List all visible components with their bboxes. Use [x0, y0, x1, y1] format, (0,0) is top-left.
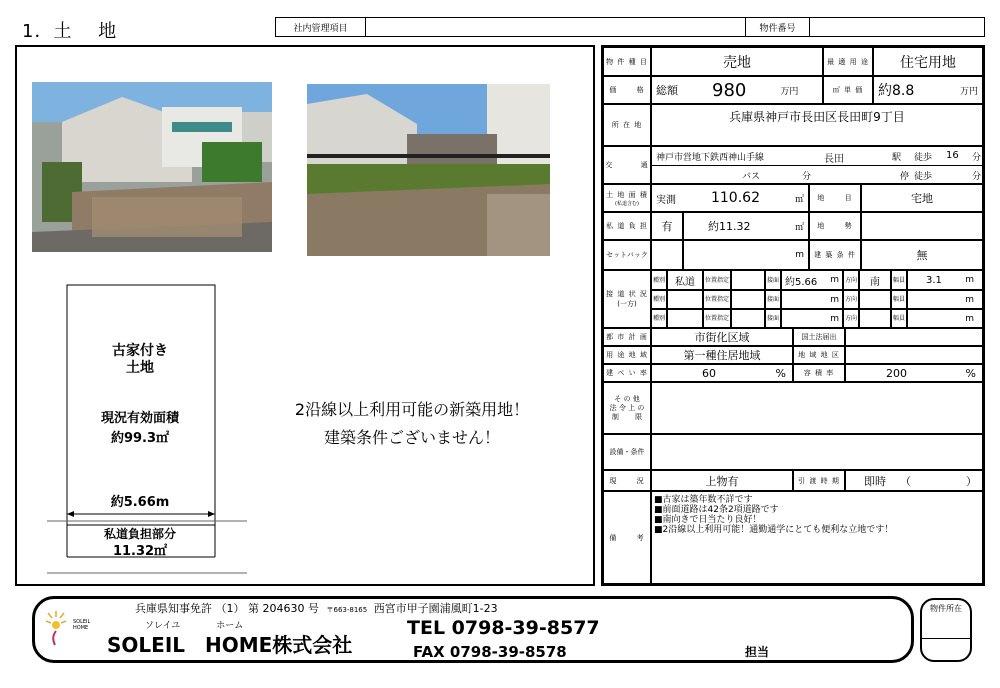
remarks-label: 備 考 — [603, 491, 651, 584]
tanto-label: 担当 — [745, 645, 770, 659]
unit-price-label: ㎡ 単 価 — [823, 76, 873, 104]
facility-label: 設備・条件 — [603, 434, 651, 470]
district-value — [845, 346, 983, 364]
road3-width-label: 幅員 — [891, 309, 907, 328]
remark-2: ■前面道路は42条2項道路です — [654, 505, 779, 515]
property-no-label: 物件番号 — [746, 18, 810, 36]
unit-price-value: 約8.8 — [878, 83, 915, 99]
land-area-value: 110.62 — [710, 190, 760, 206]
handover-cell — [845, 470, 983, 491]
handover-paren: （ ） — [900, 474, 977, 488]
road1-face: 約5.66 — [785, 276, 818, 288]
property-photo-1 — [32, 82, 272, 252]
road2-pos-label: 位置指定 — [703, 290, 731, 309]
handover-label: 引 渡 時 期 — [793, 470, 845, 491]
footer-license-line — [135, 600, 498, 616]
private-has: 有 — [651, 212, 683, 240]
private-value-cell — [683, 212, 809, 240]
road1-face-cell — [781, 270, 843, 290]
cond-value: 無 — [861, 240, 983, 270]
road1-dir-label: 方向 — [843, 270, 859, 290]
tel: TEL 0798-39-8577 — [407, 617, 600, 639]
traffic-cell — [651, 146, 983, 184]
bcr-cell — [651, 364, 793, 382]
setback-unit: m — [683, 240, 809, 270]
road-label-cell — [603, 270, 651, 328]
logo-text-1: SOLEIL — [73, 619, 91, 625]
road-label: 接 道 状 況 — [606, 290, 648, 298]
far-cell — [845, 364, 983, 382]
postal: 〒663-8165 — [326, 606, 368, 614]
road1-type: 私道 — [667, 270, 703, 290]
far-pct: % — [965, 366, 976, 380]
address-value: 兵庫県神戸市長田区長田町9丁目 — [651, 104, 983, 146]
setback-label: セットバック — [603, 240, 651, 270]
bus-label: バス — [742, 172, 761, 182]
price-cell — [651, 76, 823, 104]
road1-width-cell — [907, 270, 983, 290]
tanto-line — [735, 643, 895, 661]
terrain-value — [861, 212, 983, 240]
road2-width-label: 幅員 — [891, 290, 907, 309]
price-unit: 万円 — [780, 86, 799, 97]
zone-label: 用 途 地 域 — [603, 346, 651, 364]
far-label: 容 積 率 — [793, 364, 845, 382]
remark-3: ■南向きで日当たり良好！ — [654, 515, 762, 525]
road2-type — [667, 290, 703, 309]
traffic-label: 交 通 — [603, 146, 651, 184]
area-value: 約99.3㎡ — [110, 431, 170, 446]
bcr-label: 建 ぺ い 率 — [603, 364, 651, 382]
unit-price-unit: 万円 — [959, 86, 978, 97]
natl-value — [845, 328, 983, 346]
use-label: 最 適 用 途 — [823, 47, 873, 76]
road3-pos — [731, 309, 765, 328]
land-area-label-cell — [603, 184, 651, 212]
property-table — [601, 45, 985, 586]
city-value: 市街化区域 — [651, 328, 793, 346]
address-label: 所 在 地 — [603, 104, 651, 146]
road1-dir: 南 — [859, 270, 891, 290]
use-value: 住宅用地 — [873, 47, 983, 76]
road2-dir — [859, 290, 891, 309]
page-title: 1．土 地 — [22, 21, 118, 42]
area-label: 現況有効面積 — [100, 411, 179, 426]
road2-type-label: 種別 — [651, 290, 667, 309]
road1-width: 3.1 — [926, 274, 942, 286]
district-label: 地 域 地 区 — [793, 346, 845, 364]
road2-face-label: 接面 — [765, 290, 781, 309]
private-label: 私 道 負 担 — [603, 212, 651, 240]
traffic-line: 神戸市営地下鉄西神山手線 — [656, 153, 765, 163]
natl-label: 国土法届出 — [793, 328, 845, 346]
footer-card — [32, 596, 914, 663]
handover-value: 即時 — [864, 474, 886, 488]
road3-width-unit: m — [907, 309, 983, 328]
catch-copy-1: 2沿線以上利用可能の新築用地！ — [294, 400, 530, 419]
road3-face-unit: m — [781, 309, 843, 328]
terrain-label: 地 勢 — [809, 212, 861, 240]
license: 兵庫県知事免許 （1） 第 204630 号 — [135, 602, 319, 615]
traffic-station: 長田 — [824, 154, 844, 165]
stop-label: 停 — [900, 172, 910, 182]
stop-walk: 徒歩 — [914, 172, 933, 182]
road2-dir-label: 方向 — [843, 290, 859, 309]
road1-width-label: 幅員 — [891, 270, 907, 290]
remark-1: ■古家は築年数不詳です — [654, 495, 753, 505]
land-area-label: 土 地 面 積 — [606, 190, 648, 199]
road1-face-label: 接面 — [765, 270, 781, 290]
other-value — [651, 382, 983, 434]
road3-dir — [859, 309, 891, 328]
land-area-sub: (私道含む) — [615, 200, 639, 207]
land-area-unit: ㎡ — [794, 194, 804, 205]
road3-type — [667, 309, 703, 328]
cond-label: 建 築 条 件 — [809, 240, 861, 270]
chimoku-label: 地 目 — [809, 184, 861, 212]
private-value: 約11.32 — [708, 220, 751, 233]
plot-title: 古家付き 土地 — [112, 343, 168, 376]
price-value: 980 — [712, 79, 747, 101]
left-panel — [15, 45, 595, 586]
land-area-cell — [651, 184, 809, 212]
type-value: 売地 — [651, 47, 823, 76]
status-label: 現 況 — [603, 470, 651, 491]
private-road-value: 11.32㎡ — [112, 544, 168, 559]
bus-min-unit: 分 — [802, 172, 812, 182]
seal-box — [920, 598, 972, 662]
private-road-label: 私道負担部分 — [103, 527, 176, 541]
logo-text — [73, 619, 90, 631]
type-label: 物 件 種 目 — [603, 47, 651, 76]
seal-label: 物件所在 — [930, 604, 962, 613]
facility-value — [651, 434, 983, 470]
company-ruby: ソレイユ ホーム — [145, 621, 244, 631]
road2-face-unit: m — [781, 290, 843, 309]
chimoku-value: 宅地 — [861, 184, 983, 212]
management-bar — [275, 17, 985, 37]
traffic-walk-min: 16 — [946, 150, 959, 161]
road1-pos-label: 位置指定 — [703, 270, 731, 290]
remarks-cell — [651, 491, 983, 584]
property-photo-2 — [307, 84, 550, 256]
city-label: 都 市 計 画 — [603, 328, 651, 346]
setback-blank — [651, 240, 683, 270]
zone-value: 第一種住居地域 — [651, 346, 793, 364]
bcr-value: 60 — [702, 366, 716, 380]
traffic-min-unit: 分 — [972, 153, 982, 163]
stop-min-unit: 分 — [972, 172, 982, 182]
status-value: 上物有 — [651, 470, 793, 491]
mgmt-label: 社内管理項目 — [276, 18, 366, 36]
traffic-walk: 徒歩 — [914, 153, 933, 163]
road3-pos-label: 位置指定 — [703, 309, 731, 328]
land-area-prefix: 実測 — [656, 194, 676, 206]
company-address: 西宮市甲子園浦風町1-23 — [373, 602, 498, 615]
road1-pos — [731, 270, 765, 290]
price-prefix: 総額 — [656, 84, 678, 97]
bcr-pct: % — [775, 366, 786, 380]
catch-copy-2: 建築条件ございません！ — [323, 428, 500, 447]
mgmt-value — [366, 18, 746, 36]
other-label: そ の 他 法 令 上 の 制 限 — [603, 382, 651, 434]
far-value: 200 — [886, 366, 907, 380]
unit-price-cell — [873, 76, 983, 104]
road3-type-label: 種別 — [651, 309, 667, 328]
road-sub: (一方) — [617, 300, 637, 308]
logo-text-2: HOME — [73, 625, 89, 631]
company-name: SOLEIL HOME株式会社 — [107, 633, 353, 657]
road2-pos — [731, 290, 765, 309]
price-label: 価 格 — [603, 76, 651, 104]
traffic-station-suffix: 駅 — [892, 153, 902, 163]
remark-4: ■2沿線以上利用可能！通勤通学にとても便利な立地です！ — [654, 525, 894, 535]
road2-width-unit: m — [907, 290, 983, 309]
road1-type-label: 種別 — [651, 270, 667, 290]
private-unit: ㎡ — [794, 222, 804, 233]
road3-dir-label: 方向 — [843, 309, 859, 328]
frontage-value: 約5.66m — [110, 495, 170, 510]
road1-width-unit: m — [965, 275, 974, 285]
road3-face-label: 接面 — [765, 309, 781, 328]
property-no-value — [810, 18, 984, 36]
road1-face-unit: m — [830, 275, 839, 285]
fax: FAX 0798-39-8578 — [413, 643, 567, 661]
sun-logo-icon — [43, 609, 69, 649]
